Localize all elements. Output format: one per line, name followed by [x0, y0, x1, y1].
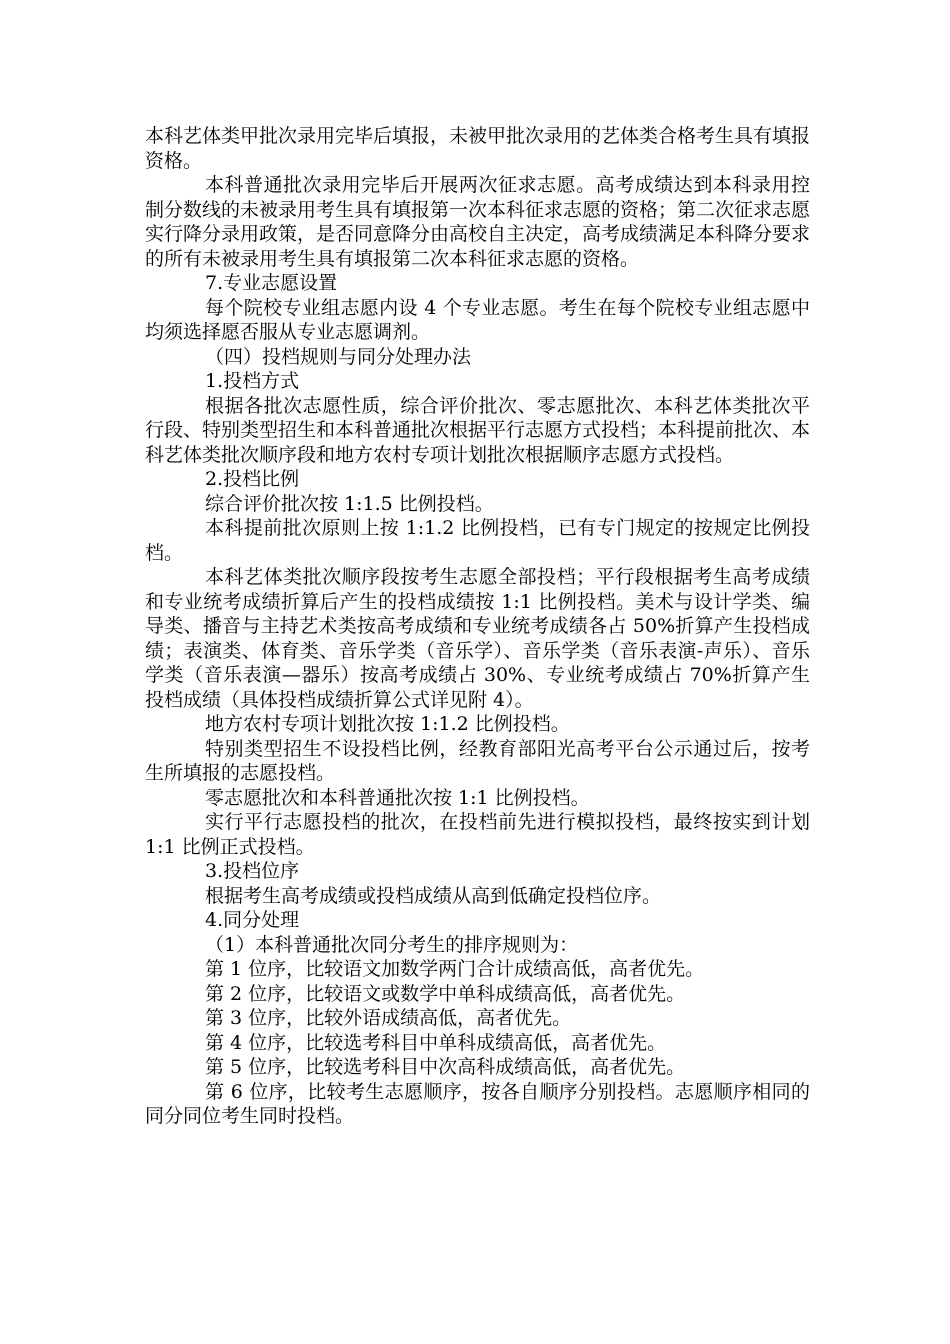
paragraph-tie-rule-intro: （1）本科普通批次同分考生的排序规则为： [205, 933, 579, 956]
paragraph-tie-rule-4: 第 4 位序，比较选考科目中单科成绩高低，高者优先。 [205, 1031, 667, 1054]
paragraph-tie-rule-6: 第 6 位序，比较考生志愿顺序，按各自顺序分别投档。志愿顺序相同的同分同位考生同时投档。 [145, 1080, 810, 1127]
heading-major-preference: 7.专业志愿设置 [205, 272, 338, 294]
paragraph-solicitation: 本科普通批次录用完毕后开展两次征求志愿。高考成绩达到本科录用控制分数线的未被录用考生具有填报第一次本科征求志愿的资格；第二次征求志愿实行降分录用政策，是否同意降分由高校自主决定，高考成绩满足本科降分要求的所有未被录用考生具有填报第二次本科征求志愿的资格。 [145, 174, 811, 270]
heading-filing-ratio: 2.投档比例 [205, 468, 300, 490]
paragraph-tie-rule-2: 第 2 位序，比较语文或数学中单科成绩高低，高者优先。 [205, 982, 686, 1005]
paragraph-filing-order: 根据考生高考成绩或投档成绩从高到低确定投档位序。 [205, 884, 662, 907]
heading-filing-order: 3.投档位序 [205, 860, 300, 882]
paragraph-tie-rule-1: 第 1 位序，比较语文加数学两门合计成绩高低，高者优先。 [205, 958, 705, 980]
paragraph-major-preference: 每个院校专业组志愿内设 4 个专业志愿。考生在每个院校专业组志愿中均须选择愿否服从专业志愿调剂。 [145, 296, 810, 343]
paragraph-tie-rule-5: 第 5 位序，比较选考科目中次高科成绩高低，高者优先。 [205, 1056, 686, 1078]
paragraph-ratio-parallel: 实行平行志愿投档的批次，在投档前先进行模拟投档，最终按实到计划 1:1 比例正式投档。 [145, 811, 810, 858]
heading-section-4: （四）投档规则与同分处理办法 [205, 345, 472, 368]
document-page [145, 124, 810, 1129]
paragraph-ratio-art: 本科艺体类批次顺序段按考生志愿全部投档；平行段根据考生高考成绩和专业统考成绩折算后产生的投档成绩按 1:1 比例投档。美术与设计学类、编导类、播音与主持艺术类按高考成绩和专业统考成绩各占 50%折算产生投档成绩；表演类、体育类、音乐学类（音乐学）、音乐学类（音乐表演-声乐）、音乐学类（音乐表演—器乐）按高考成绩占 30%、专业统考成绩占 70%折算产生投档成绩（具体投档成绩折算公式详见附 4）。 [145, 566, 810, 711]
paragraph-ratio-comprehensive: 综合评价批次按 1:1.5 比例投档。 [205, 492, 494, 515]
paragraph-art-batch-a: 本科艺体类甲批次录用完毕后填报，未被甲批次录用的艺体类合格考生具有填报资格。 [145, 125, 811, 172]
paragraph-ratio-special: 特别类型招生不设投档比例，经教育部阳光高考平台公示通过后，按考生所填报的志愿投档。 [145, 737, 810, 784]
paragraph-ratio-zero: 零志愿批次和本科普通批次按 1:1 比例投档。 [205, 786, 590, 809]
heading-tie-handling: 4.同分处理 [205, 909, 300, 931]
paragraph-ratio-rural: 地方农村专项计划批次按 1:1.2 比例投档。 [205, 713, 570, 735]
paragraph-ratio-early: 本科提前批次原则上按 1:1.2 比例投档，已有专门规定的按规定比例投档。 [145, 517, 810, 564]
heading-filing-method: 1.投档方式 [205, 370, 300, 392]
paragraph-filing-method: 根据各批次志愿性质，综合评价批次、零志愿批次、本科艺体类批次平行段、特别类型招生和本科普通批次根据平行志愿方式投档；本科提前批次、本科艺体类批次顺序段和地方农村专项计划批次根据顺序志愿方式投档。 [145, 394, 811, 466]
paragraph-tie-rule-3: 第 3 位序，比较外语成绩高低，高者优先。 [205, 1007, 572, 1029]
